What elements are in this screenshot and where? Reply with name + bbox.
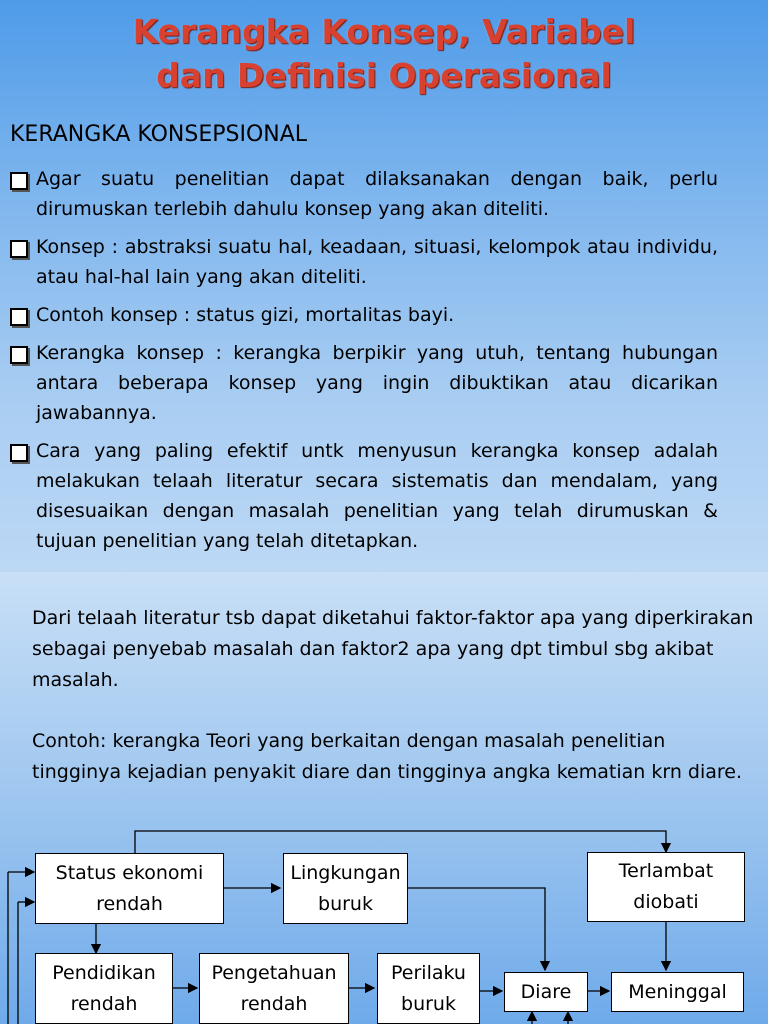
node-pendidikan-rendah: [35, 953, 173, 1024]
node-status-ekonomi: [35, 853, 224, 924]
paragraph-contoh: Contoh: kerangka Teori yang berkaitan dengan masalah penelitian tingginya kejadian penyakit diare dan tingginya angka kematian krn diare.: [32, 730, 743, 783]
slide-title-line2: dan Definisi Operasional: [156, 56, 612, 95]
node-label: Status ekonomi: [55, 861, 204, 884]
node-label: Terlambat: [618, 860, 714, 882]
bullet-text: Contoh konsep : status gizi, mortalitas bayi.: [36, 304, 455, 326]
slide-kerangka-teori: [0, 572, 768, 1024]
node-label: Perilaku: [391, 961, 466, 984]
node-label: Lingkungan: [290, 861, 401, 884]
node-label: Pendidikan: [52, 961, 156, 984]
node-pengetahuan-rendah: [199, 953, 349, 1024]
section-heading: KERANGKA KONSEPSIONAL: [10, 122, 308, 147]
slide-title-line1: Kerangka Konsep, Variabel: [132, 12, 636, 51]
bullet-list: [8, 164, 718, 564]
bullet-text: Konsep : abstraksi suatu hal, keadaan, situasi, kelompok atau individu, atau hal-hal lain yang akan diteliti.: [36, 236, 718, 288]
node-diare: [504, 972, 588, 1012]
bullet-item-2: [8, 232, 718, 292]
bullet-text: Agar suatu penelitian dapat dilaksanakan dengan baik, perlu dirumuskan terlebih dahulu konsep yang akan diteliti.: [36, 168, 718, 220]
checkbox-bullet-icon: [10, 346, 28, 364]
node-label: buruk: [318, 892, 373, 915]
checkbox-bullet-icon: [10, 444, 28, 462]
connector-status-terlambat: [135, 831, 666, 853]
bullet-item-3: [8, 300, 718, 330]
node-perilaku-buruk: [377, 953, 480, 1024]
node-label: rendah: [96, 892, 163, 915]
node-label: rendah: [70, 992, 138, 1015]
node-meninggal: [611, 972, 744, 1012]
node-label: rendah: [240, 992, 308, 1015]
node-label: diobati: [633, 891, 699, 913]
paragraph-telaah: Dari telaah literatur tsb dapat diketahui faktor-faktor apa yang diperkirakan sebagai penyebab masalah dan faktor2 apa yang dpt timbul sbg akibat masalah.: [32, 607, 754, 691]
bullet-text: Kerangka konsep : kerangka berpikir yang utuh, tentang hubungan antara beberapa konsep yang ingin dibuktikan atau dicarikan jawabannya.: [36, 342, 718, 424]
node-label: Pengetahuan: [211, 961, 337, 984]
checkbox-bullet-icon: [10, 172, 28, 190]
bullet-item-1: [8, 164, 718, 224]
bullet-item-5: [8, 436, 718, 556]
node-label: Diare: [520, 980, 572, 1003]
node-label: Meninggal: [628, 980, 727, 1003]
node-lingkungan-buruk: [283, 853, 408, 924]
node-terlambat-diobati: [587, 852, 745, 922]
checkbox-bullet-icon: [10, 240, 28, 258]
bullet-text: Cara yang paling efektif untk menyusun kerangka konsep adalah melakukan telaah literatur secara sistematis dan mendalam, yang disesuaikan dengan masalah penelitian yang telah dirumuskan & tujuan penelitian yang telah ditetapkan.: [36, 440, 718, 552]
bullet-item-4: [8, 338, 718, 428]
checkbox-bullet-icon: [10, 308, 28, 326]
node-label: buruk: [401, 992, 456, 1015]
